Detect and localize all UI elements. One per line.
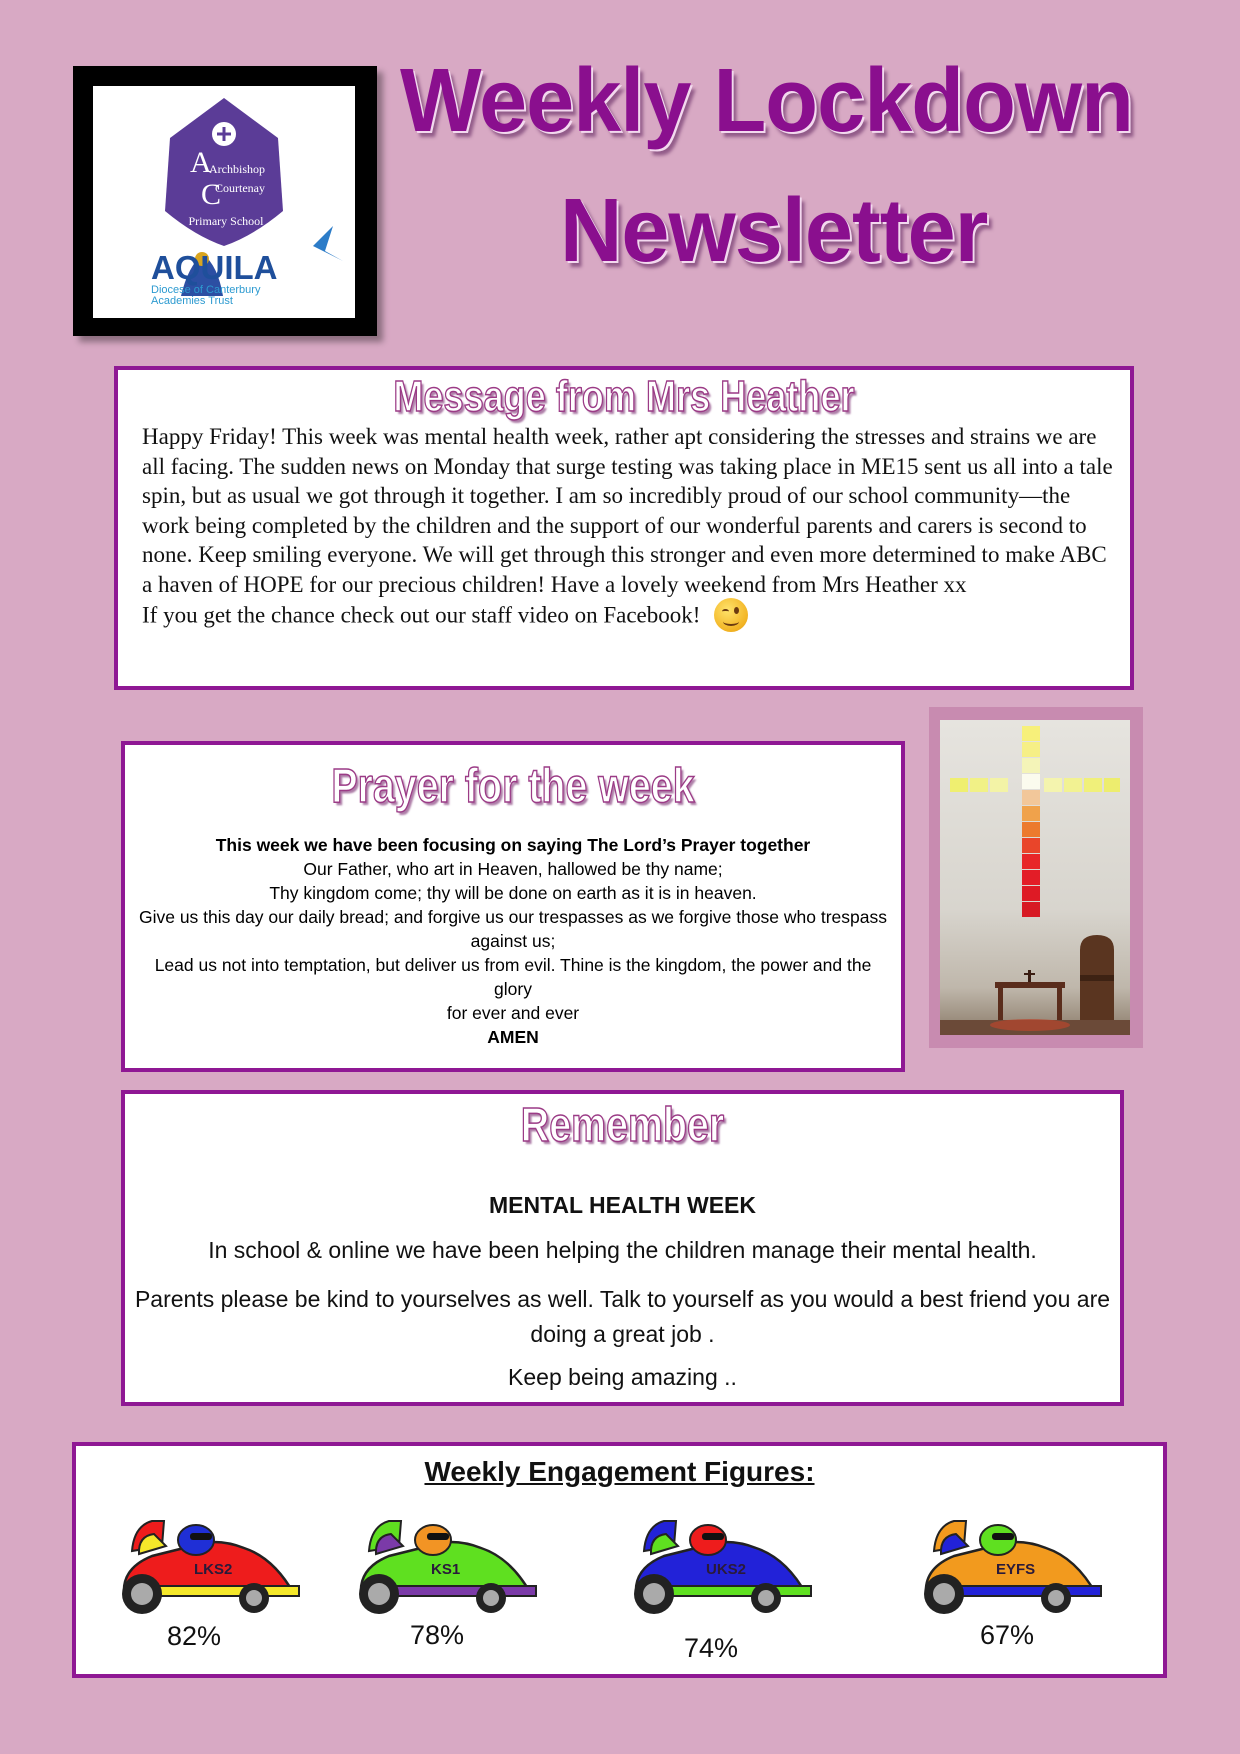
- prayer-line: Give us this day our daily bread; and forgive us our trespasses as we forgive those who trespass against us;: [138, 907, 888, 951]
- newsletter-title-line-1: Weekly Lockdown: [400, 51, 1134, 151]
- prayer-line: Thy kingdom come; thy will be done on earth as it is in heaven.: [269, 883, 757, 903]
- message-body-text: Happy Friday! This week was mental health week, rather apt considering the stresses and strains we are all facing. The sudden news on Monday that surge testing was taking place in ME15 sent us all into a tale spin, but as usual we got through it together. I am so incredibly proud of our school community—the work being completed by the children and the support of our wonderful parents and carers is second to none. Keep smiling everyone. We will get through this stronger and even more determined to make ABC a haven of HOPE for our precious children! Have a lovely weekend from Mrs Heather xx: [142, 424, 1113, 597]
- remember-box: [121, 1090, 1124, 1406]
- logo-trust-sub-2: Academies Trust: [151, 295, 233, 307]
- prayer-intro: This week we have been focusing on saying The Lord’s Prayer together: [215, 835, 811, 855]
- logo-panel: [93, 86, 355, 318]
- prayer-line: Our Father, who art in Heaven, hallowed be thy name;: [303, 859, 723, 879]
- logo-trust-name: AQUILA: [151, 249, 278, 286]
- logo-school-name: [171, 160, 281, 231]
- racing-car-lks2-icon: [104, 1506, 314, 1616]
- logo-trust-sub-1: Diocese of Canterbury: [151, 284, 261, 296]
- logo-line-3: Primary School: [188, 214, 264, 228]
- newsletter-title-line-2: Newsletter: [560, 181, 988, 281]
- car-label: EYFS: [996, 1561, 1036, 1578]
- remember-line-2: Parents please be kind to yourselves as well. Talk to yourself as you would a best friend you are doing a great job .: [134, 1286, 1111, 1347]
- logo-trust-sub: [151, 285, 260, 307]
- illuminated-cross-icon: [940, 720, 1130, 1035]
- prayer-text: [125, 833, 901, 1049]
- remember-line-3: Keep being amazing ..: [508, 1364, 737, 1390]
- svg-text:A: A: [190, 146, 212, 179]
- percent-eyfs: 67%: [979, 1620, 1035, 1650]
- logo-line-1: Archbishop: [209, 162, 265, 176]
- cross-photo-frame: [929, 707, 1143, 1048]
- engagement-title: Weekly Engagement Figures:: [424, 1456, 815, 1487]
- percent-lks2: 82%: [166, 1621, 222, 1651]
- message-box: [114, 366, 1134, 690]
- percent-ks1: 78%: [409, 1620, 465, 1650]
- remember-heading: Remember: [520, 1099, 725, 1152]
- svg-text:C: C: [201, 178, 222, 211]
- message-body: [142, 422, 1122, 634]
- racing-car-uks2-icon: [616, 1506, 826, 1616]
- prayer-box: [121, 741, 905, 1072]
- car-label: LKS2: [194, 1561, 233, 1578]
- message-last-line: If you get the chance check out our staff video on Facebook!: [142, 601, 701, 627]
- car-label: UKS2: [706, 1561, 747, 1578]
- prayer-amen: AMEN: [487, 1027, 539, 1047]
- winking-face-icon: [714, 598, 748, 632]
- racing-car-ks1-icon: [341, 1506, 551, 1616]
- prayer-heading: Prayer for the week: [331, 760, 695, 813]
- engagement-box: [72, 1442, 1167, 1678]
- message-heading: Message from Mrs Heather: [393, 372, 855, 421]
- remember-subheading: MENTAL HEALTH WEEK: [488, 1192, 757, 1218]
- racing-car-eyfs-icon: [906, 1506, 1116, 1616]
- car-label: KS1: [431, 1561, 461, 1578]
- prayer-line: Lead us not into temptation, but deliver us from evil. Thine is the kingdom, the power and the glory: [154, 955, 872, 999]
- percent-uks2: 74%: [683, 1633, 739, 1663]
- prayer-line: for ever and ever: [446, 1003, 580, 1023]
- remember-line-1: In school & online we have been helping the children manage their mental health.: [208, 1237, 1037, 1263]
- logo-line-2: Courtenay: [215, 181, 265, 195]
- cross-photo: [940, 720, 1130, 1035]
- school-logo: [73, 66, 377, 336]
